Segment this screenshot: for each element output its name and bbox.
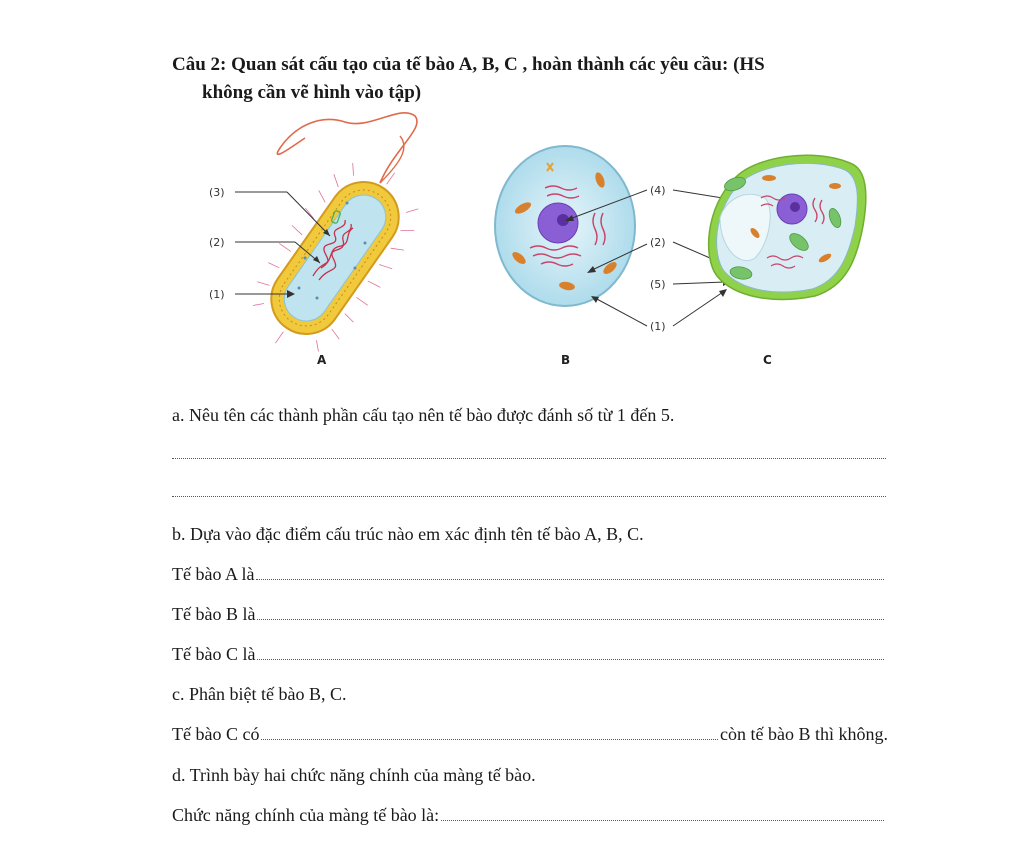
question-title-line2: không cần vẽ hình vào tập) <box>202 82 422 103</box>
compare-prefix: Tế bào C có <box>172 724 260 744</box>
label-4: (4) <box>650 184 666 197</box>
part-b-prompt: b. Dựa vào đặc điểm cấu trúc nào em xác định tên tế bào A, B, C. <box>172 524 644 544</box>
label-a-2: (2) <box>209 236 225 249</box>
membrane-function-prefix: Chức năng chính của màng tế bào là: <box>172 805 440 825</box>
row-membrane-function <box>172 803 886 827</box>
cell-c-plant <box>709 155 866 367</box>
part-c-prompt: c. Phân biệt tế bào B, C. <box>172 684 347 704</box>
cell-b-label: Tế bào B là <box>172 604 256 624</box>
row-cell-c <box>172 642 886 666</box>
cell-b-answer-line[interactable] <box>257 619 884 620</box>
part-a-prompt: a. Nêu tên các thành phần cấu tạo nên tế bào được đánh số từ 1 đến 5. <box>172 405 675 425</box>
cell-a-caption: A <box>317 353 327 367</box>
cell-figure <box>195 108 885 380</box>
row-compare <box>172 722 888 746</box>
cell-a-bacterium <box>209 113 439 374</box>
label-5: (5) <box>650 278 666 291</box>
label-1: (1) <box>650 320 666 333</box>
cell-b-animal <box>495 146 635 367</box>
label-a-3: (3) <box>209 186 225 199</box>
question-title <box>172 51 872 107</box>
answer-line-a2[interactable] <box>172 496 886 497</box>
cell-c-label: Tế bào C là <box>172 644 256 664</box>
cell-c-caption: C <box>763 353 772 367</box>
cell-a-answer-line[interactable] <box>256 579 884 580</box>
row-cell-b <box>172 602 886 626</box>
cell-a-label: Tế bào A là <box>172 564 255 584</box>
label-a-1: (1) <box>209 288 225 301</box>
part-d-prompt: d. Trình bày hai chức năng chính của màng tế bào. <box>172 765 536 785</box>
flagellum <box>277 113 417 183</box>
question-title-line1: Câu 2: Quan sát cấu tạo của tế bào A, B, C , hoàn thành các yêu cầu: (HS <box>172 54 765 75</box>
cell-c-answer-line[interactable] <box>257 659 884 660</box>
row-cell-a <box>172 562 886 586</box>
compare-answer-line[interactable] <box>261 739 718 740</box>
membrane-function-answer-line[interactable] <box>441 820 884 821</box>
compare-suffix: còn tế bào B thì không. <box>720 724 888 744</box>
label-2: (2) <box>650 236 666 249</box>
cell-b-caption: B <box>561 353 571 367</box>
answer-line-a1[interactable] <box>172 458 886 459</box>
